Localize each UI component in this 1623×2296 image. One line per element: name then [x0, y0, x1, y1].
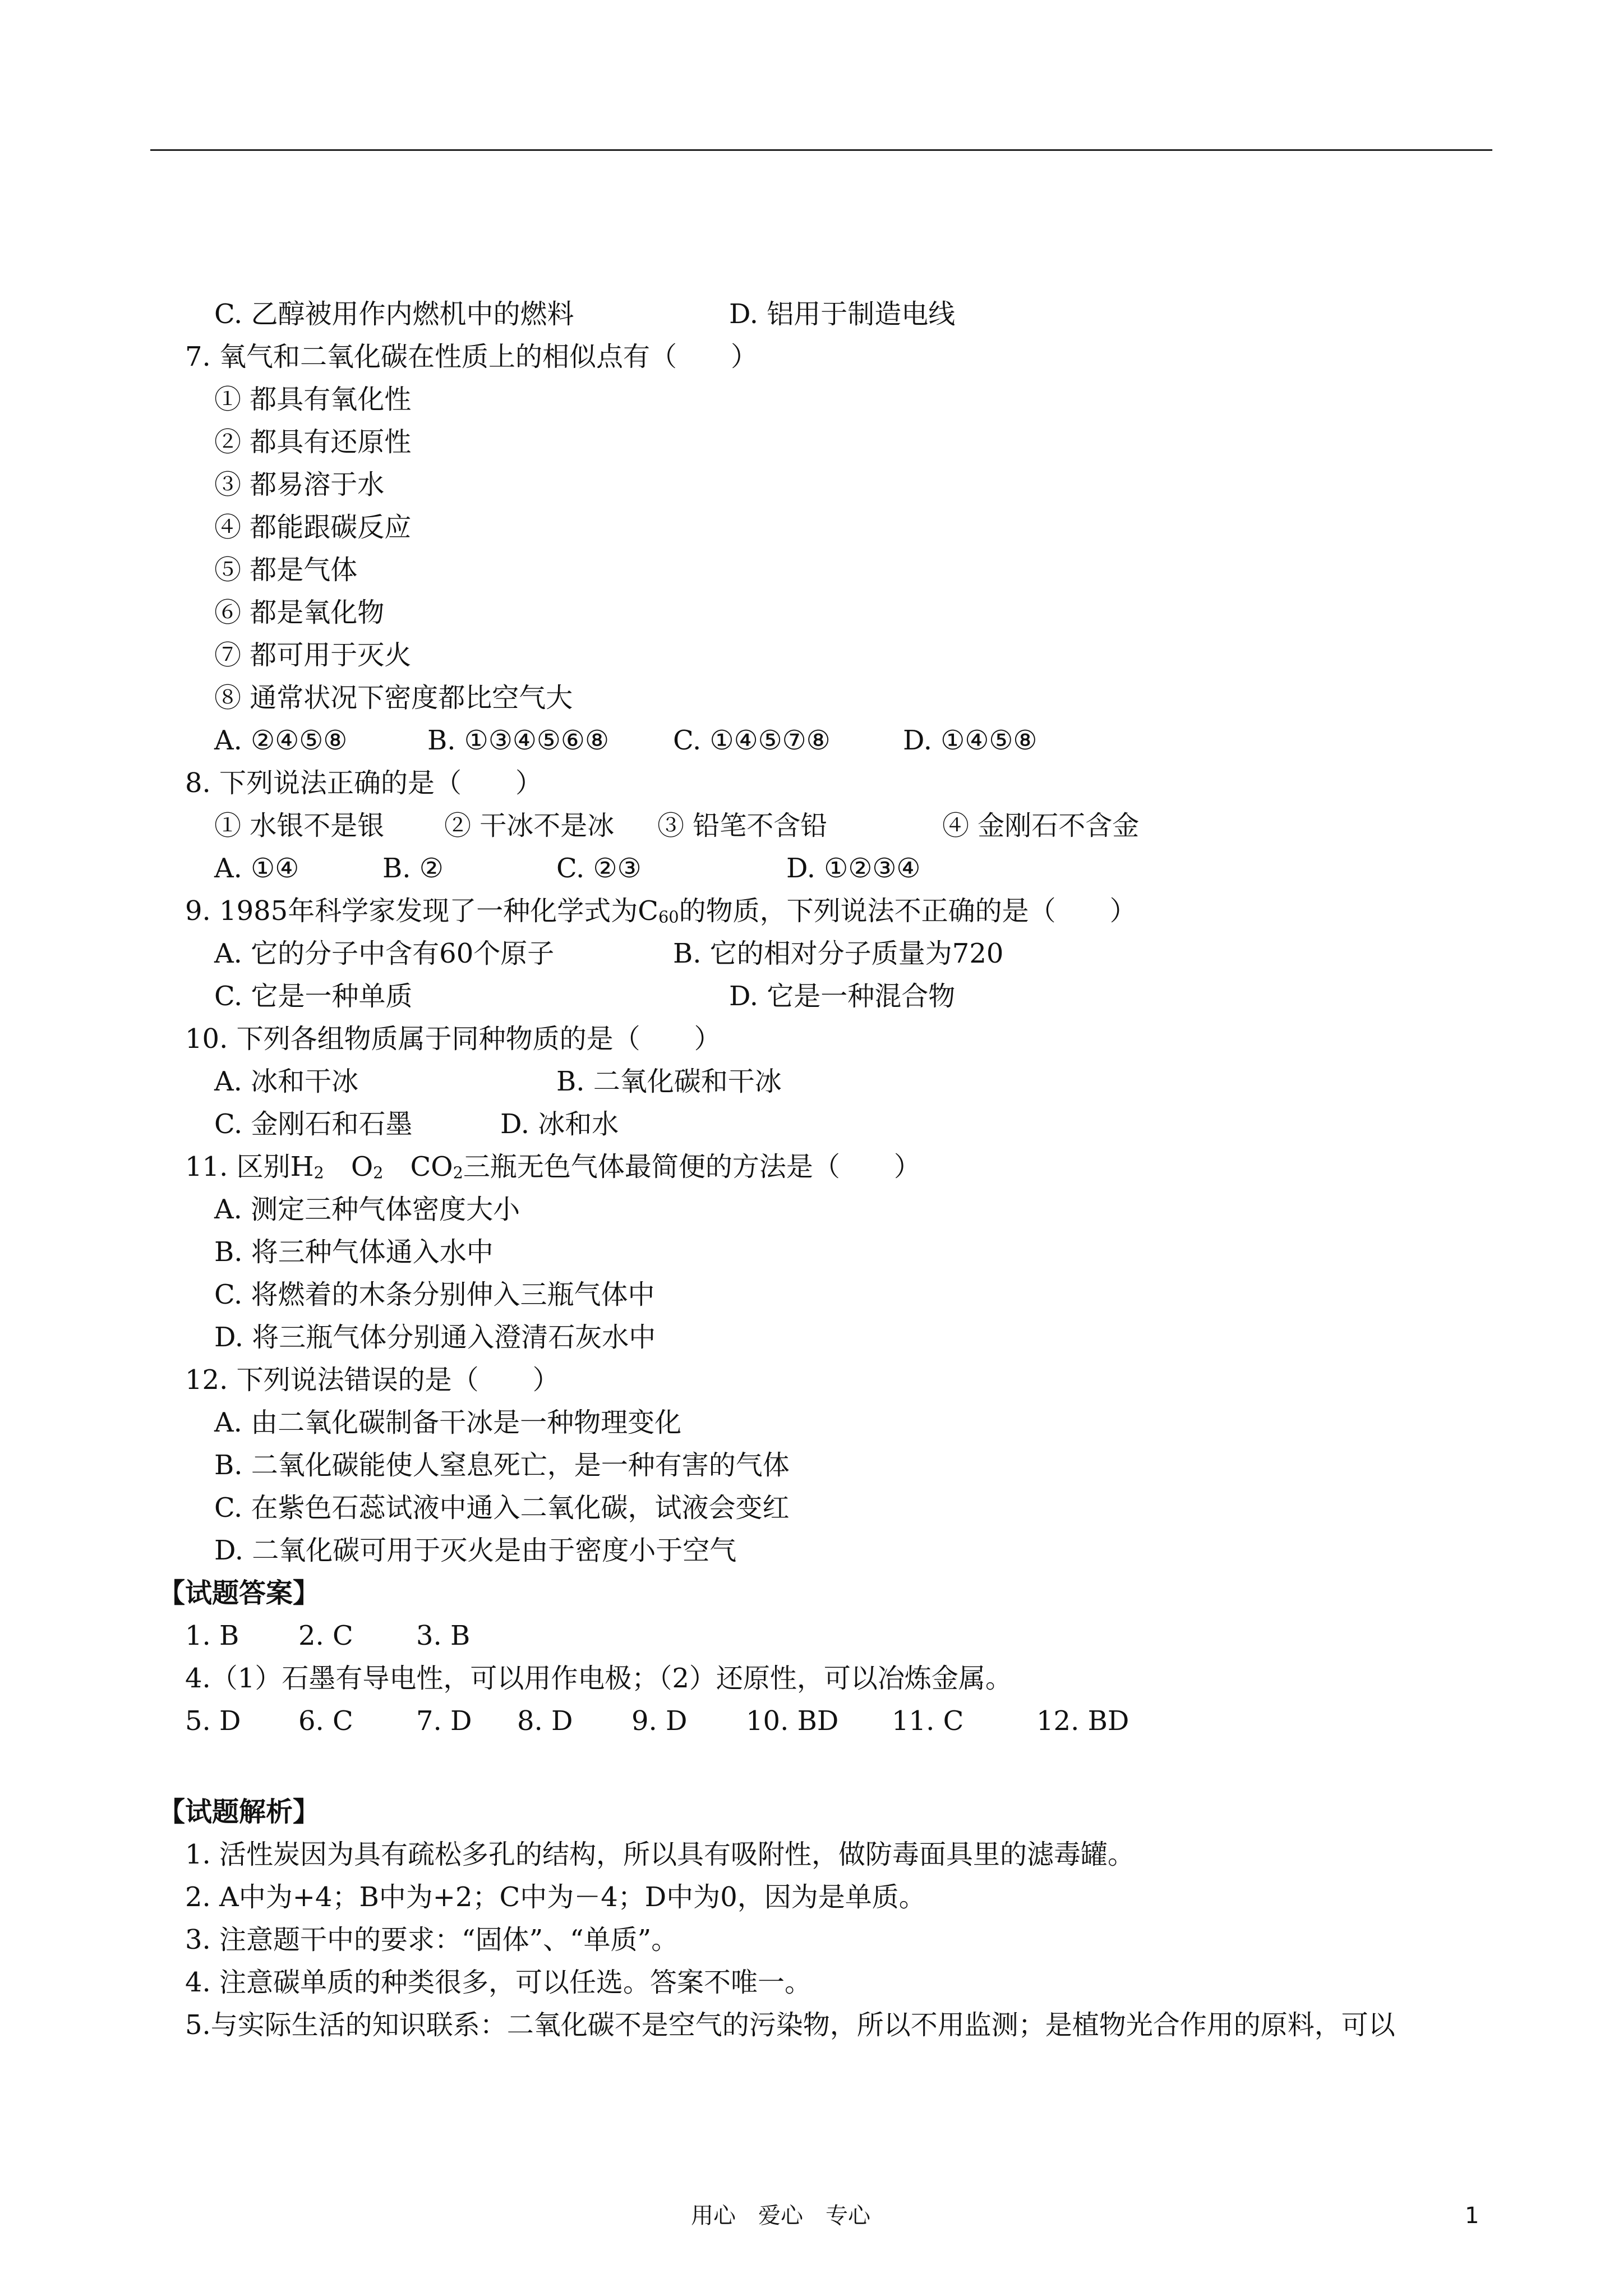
q12-option-b: B. 二氧化碳能使人窒息死亡，是一种有害的气体 — [214, 1450, 790, 1481]
q8-option-d: D. ①②③④ — [786, 853, 921, 884]
q6-option-c: C. 乙醇被用作内燃机中的燃料 — [214, 298, 574, 330]
q12-option-a: A. 由二氧化碳制备干冰是一种物理变化 — [214, 1407, 682, 1438]
answer-7: 7. D — [416, 1705, 472, 1737]
analysis-line-4: 4. 注意碳单质的种类很多，可以任选。答案不唯一。 — [185, 1967, 812, 1998]
q8-statement-3: ③ 铅笔不含铅 — [657, 810, 828, 841]
q11-option-c: C. 将燃着的木条分别伸入三瓶气体中 — [214, 1279, 655, 1310]
answer-5: 5. D — [185, 1705, 241, 1737]
q10-option-a: A. 冰和干冰 — [214, 1066, 359, 1097]
q7-item-4: ④ 都能跟碳反应 — [214, 512, 412, 543]
q9-option-b: B. 它的相对分子质量为720 — [673, 938, 1004, 969]
q12-stem: 12. 下列说法错误的是（ ） — [185, 1364, 560, 1396]
answer-9: 9. D — [631, 1705, 688, 1737]
subscript: 60 — [658, 907, 679, 927]
q7-item-6: ⑥ 都是氧化物 — [214, 597, 385, 628]
q10-option-b: B. 二氧化碳和干冰 — [556, 1066, 782, 1097]
q7-item-5: ⑤ 都是气体 — [214, 554, 358, 586]
analysis-line-3: 3. 注意题干中的要求：“固体”、“单质”。 — [185, 1924, 679, 1955]
analysis-line-1: 1. 活性炭因为具有疏松多孔的结构，所以具有吸附性，做防毒面具里的滤毒罐。 — [185, 1839, 1135, 1870]
q11-option-a: A. 测定三种气体密度大小 — [214, 1194, 520, 1225]
q6-option-d: D. 铝用于制造电线 — [729, 298, 956, 330]
answer-11: 11. C — [892, 1705, 964, 1737]
answer-8: 8. D — [517, 1705, 573, 1737]
q7-option-d: D. ①④⑤⑧ — [903, 725, 1038, 756]
q9-option-a: A. 它的分子中含有60个原子 — [214, 938, 555, 969]
q11-stem: 11. 区别$H_2$ $O_2$ $CO_2$三瓶无色气体最简便的方法是（ ） — [185, 1151, 921, 1182]
q8-statement-2: ② 干冰不是冰 — [444, 810, 615, 841]
footer-motto: 用心 爱心 专心 — [691, 2203, 870, 2229]
answer-1: 1. B — [185, 1620, 239, 1651]
answer-12: 12. BD — [1036, 1705, 1129, 1737]
q11-option-d: D. 将三瓶气体分别通入澄清石灰水中 — [214, 1322, 656, 1353]
q8-statement-4: ④ 金刚石不含金 — [942, 810, 1140, 841]
answer-2: 2. C — [298, 1620, 353, 1651]
q7-option-a: A. ②④⑤⑧ — [214, 725, 348, 756]
q10-option-d: D. 冰和水 — [500, 1108, 619, 1140]
q7-option-b: B. ①③④⑤⑥⑧ — [427, 725, 609, 756]
q8-stem: 8. 下列说法正确的是（ ） — [185, 767, 543, 799]
q10-stem: 10. 下列各组物质属于同种物质的是（ ） — [185, 1023, 721, 1055]
q7-item-3: ③ 都易溶于水 — [214, 469, 385, 500]
q9-stem: 9. 1985年科学家发现了一种化学式为$C_{60}$的物质，下列说法不正确的是（ ） — [185, 895, 1137, 927]
q7-item-7: ⑦ 都可用于灭火 — [214, 639, 412, 671]
analysis-line-5: 5.与实际生活的知识联系：二氧化碳不是空气的污染物，所以不用监测；是植物光合作用的原料，可以 — [185, 2009, 1395, 2041]
answer-3: 3. B — [416, 1620, 471, 1651]
q9-option-d: D. 它是一种混合物 — [729, 981, 956, 1012]
subscript: 2 — [313, 1163, 324, 1182]
subscript: 2 — [373, 1163, 384, 1182]
answer-10: 10. BD — [746, 1705, 839, 1737]
q8-option-a: A. ①④ — [214, 853, 299, 884]
answers-heading: 【试题答案】 — [158, 1577, 320, 1609]
q7-option-c: C. ①④⑤⑦⑧ — [673, 725, 831, 756]
q7-item-1: ① 都具有氧化性 — [214, 384, 412, 415]
subscript: 2 — [453, 1163, 463, 1182]
analysis-line-2: 2. A中为+4；B中为+2；C中为－4；D中为0，因为是单质。 — [185, 1881, 926, 1913]
q12-option-d: D. 二氧化碳可用于灭火是由于密度小于空气 — [214, 1535, 737, 1566]
q9-option-c: C. 它是一种单质 — [214, 981, 413, 1012]
q8-option-c: C. ②③ — [556, 853, 642, 884]
answer-6: 6. C — [298, 1705, 353, 1737]
q7-item-2: ② 都具有还原性 — [214, 426, 412, 458]
header-rule — [150, 149, 1492, 151]
q11-option-b: B. 将三种气体通入水中 — [214, 1236, 494, 1268]
q7-item-8: ⑧ 通常状况下密度都比空气大 — [214, 682, 573, 714]
page-number: 1 — [1465, 2203, 1479, 2229]
q12-option-c: C. 在紫色石蕊试液中通入二氧化碳，试液会变红 — [214, 1492, 790, 1524]
analysis-heading: 【试题解析】 — [158, 1796, 320, 1828]
answer-4: 4.（1）石墨有导电性，可以用作电极；（2）还原性，可以冶炼金属。 — [185, 1663, 1012, 1694]
q7-stem: 7. 氧气和二氧化碳在性质上的相似点有（ ） — [185, 341, 758, 372]
q8-statement-1: ① 水银不是银 — [214, 810, 385, 841]
q10-option-c: C. 金刚石和石墨 — [214, 1108, 413, 1140]
q8-option-b: B. ② — [382, 853, 444, 884]
